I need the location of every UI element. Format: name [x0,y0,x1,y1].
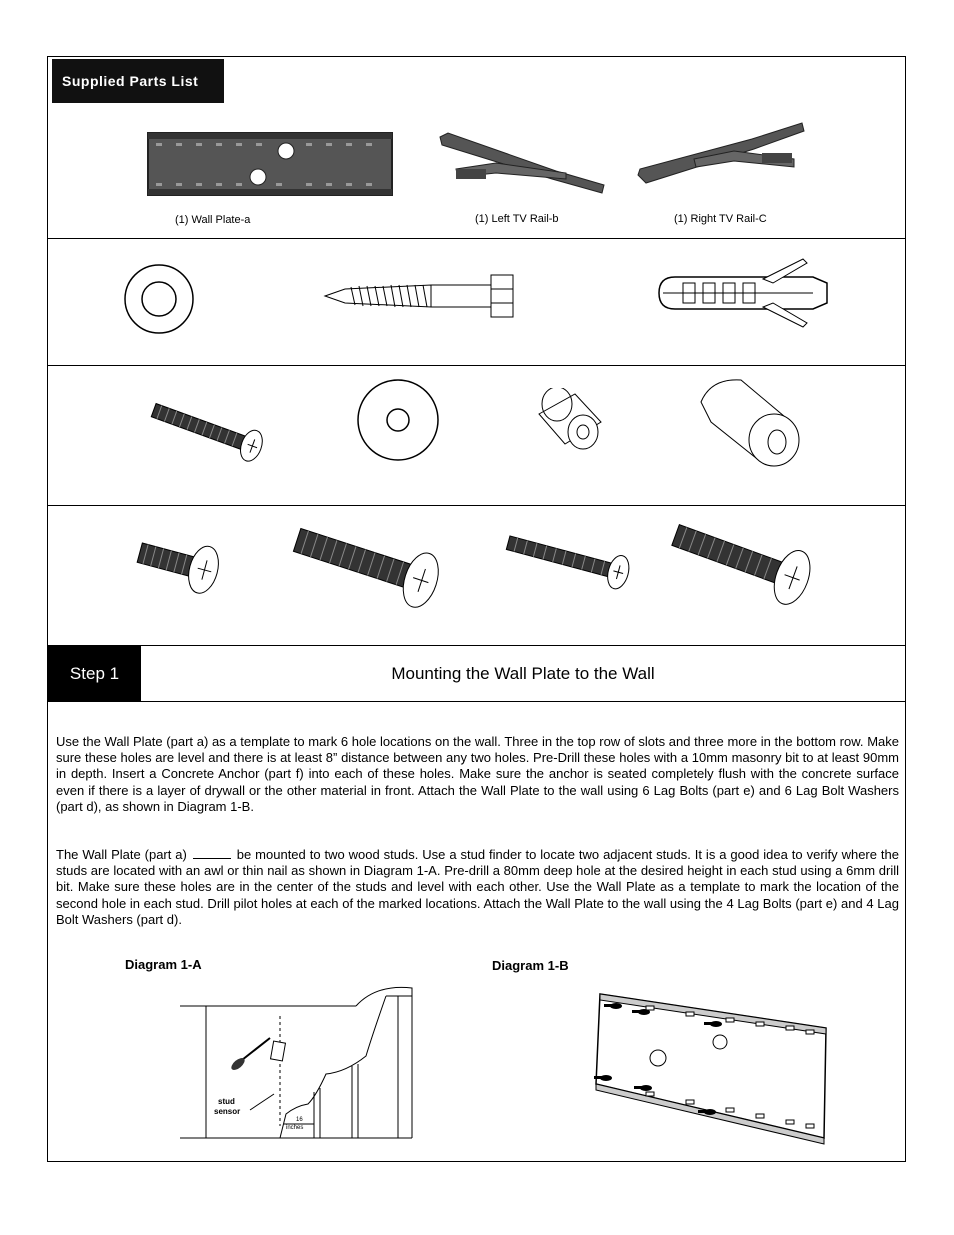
diagram-1a-label: Diagram 1-A [125,957,202,972]
parts-row-1 [48,57,905,239]
stud-sensor-label-line-2: sensor [214,1107,241,1116]
stud-spacing-unit-label: inches [286,1125,304,1131]
instructions-row [48,702,905,1163]
thin-screw-image [502,524,637,594]
lag-bolt-washer-image [121,261,197,337]
short-screw-image [134,530,230,600]
long-screw-image [146,396,276,466]
wall-plate-image [146,129,396,201]
step-title: Mounting the Wall Plate to the Wall [391,663,655,683]
diagram-1a-image [176,976,416,1146]
right-rail-caption: (1) Right TV Rail-C [674,213,767,225]
diagram-1b-label: Diagram 1-B [492,958,569,973]
stud-sensor-label-line-1: stud [218,1097,235,1106]
small-spacer-image [531,388,606,458]
lag-bolt-image [321,271,521,321]
wood-instructions-rest: be mounted to two wood studs. Use a stud finder to locate two adjacent studs. It is a good idea to verify where the studs are located with an awl or thin nail as shown in Diagram 1-A. Pre-drill a 80mm deep hole at the desired height in each stud using a 6mm drill bit. Make sure these holes are in the center of the studs and level with each other. Use the Wall Plate as a template to mark the location of the second hole in each stud. Drill pilot holes at each of the marked locations. Attach the Wall Plate to the wall using the 4 Lag Bolts (part e) and 4 Lag Bolt Washers (part d). [56,847,900,927]
wood-instructions-start: The Wall Plate (part a) [56,847,187,862]
step-label: Step 1 [48,646,141,701]
wood-stud-instructions [56,847,899,928]
parts-row-2 [48,239,905,366]
concrete-instructions: Use the Wall Plate (part a) as a template to mark 6 hole locations on the wall. Three in the top row of slots and three more in the bottom row. Make sure these holes are level and there is at least 8” distance between any two holes. Pre-Drill these holes with a 10mm masonry bit to at least 90mm in depth. Insert a Concrete Anchor (part f) into each of these holes. Make sure the anchor is seated completely flush with the concrete surface even if there is a layer of drywall or the other material in front. Attach the Wall Plate to the wall using 6 Lag Bolts (part e) and 6 Lag Bolt Washers (part d), as shown in Diagram 1-B. [56,734,899,814]
blank-line [193,848,231,859]
instruction-frame [47,56,906,1162]
concrete-anchor-image [653,253,833,333]
parts-row-3 [48,366,905,506]
diagram-1b-image [586,988,836,1148]
wall-plate-caption: (1) Wall Plate-a [175,214,251,226]
left-rail-caption: (1) Left TV Rail-b [475,213,559,225]
supplied-parts-header: Supplied Parts List [52,59,224,103]
stud-spacing-label: 16 [296,1117,303,1123]
large-screw-image [667,516,827,606]
thick-screw-image [289,520,454,610]
large-spacer-image [691,372,806,472]
left-rail-image [436,129,611,199]
parts-row-4 [48,506,905,646]
right-rail-image [634,119,809,191]
step-heading-row [48,646,905,702]
large-washer-image [355,377,441,463]
